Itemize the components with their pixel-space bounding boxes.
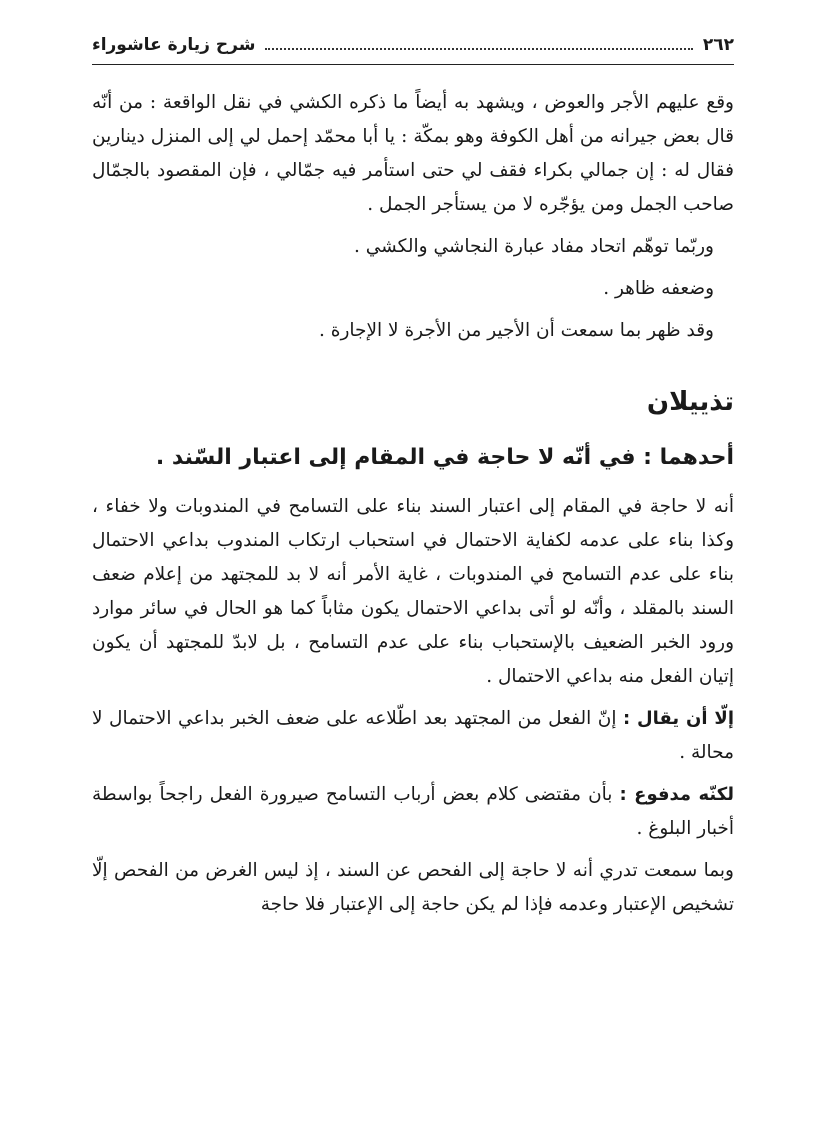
paragraph-4: وقد ظهر بما سمعت أن الأجير من الأجرة لا الإجارة . (318, 320, 714, 341)
running-header (92, 30, 734, 60)
header-leader-dots (265, 48, 692, 50)
paragraph-7-text: بأن مقتضى كلام بعض أرباب التسامح صيرورة الفعل راجحاً بواسطة أخبار البلوغ . (92, 784, 734, 839)
paragraph-1: وقع عليهم الأجر والعوض ، ويشهد به أيضاً ما ذكره الكشي في نقل الواقعة : من أنّه قال بعض جيرانه من أهل الكوفة وهو بمكّة : يا أبا محمّد إحمل لي إلى المنزل دينارين فقال له : إن جمالي بكراء فقف لي حتى استأمر فيه جمّالي ، فإن المقصود بالجمّال صاحب الجمل ومن يؤجّره لا من يستأجر الجمل . (92, 92, 734, 215)
paragraph-7-lead: لكنّه مدفوع : (619, 784, 734, 805)
book-page (92, 0, 734, 1136)
sub-heading: أحدهما : في أنّه لا حاجة في المقام إلى اعتبار السّند . (155, 445, 734, 470)
paragraph-8: وبما سمعت تدري أنه لا حاجة إلى الفحص عن السند ، إذ ليس الغرض من الفحص إلّا تشخيص الإعتبار وعدمه فإذا لم يكن حاجة إلى الإعتبار فلا حاجة (92, 860, 734, 915)
header-rule (92, 64, 734, 65)
running-title: شرح زيارة عاشوراء (92, 35, 256, 55)
paragraph-6-lead: إلّا أن يقال : (622, 708, 734, 729)
paragraph-6 (92, 702, 734, 770)
paragraph-2: وربّما توهّم اتحاد مفاد عبارة النجاشي والكشي . (353, 236, 714, 257)
page-number: ٢٦٢ (702, 35, 734, 55)
paragraph-6-text: إنّ الفعل من المجتهد بعد اطّلاعه على ضعف الخبر بداعي الاحتمال لا محالة . (92, 708, 734, 763)
section-heading: تذييلان (646, 387, 734, 417)
paragraph-5: أنه لا حاجة في المقام إلى اعتبار السند بناء على التسامح في المندوبات ولا خفاء ، وكذا بناء على عدمه لكفاية الاحتمال في استحباب ارتكاب المندوب بداعي الاحتمال بناء على عدم التسامح في المندوبات ، غاية الأمر أنه لا بد للمجتهد من إعلام ضعف السند بالمقلد ، وأنّه لو أتى بداعي الاحتمال يكون مثاباً كما هو الحال في سائر موارد ورود الخبر الضعيف بالإستحباب بناء على عدم التسامح ، بل لابدّ للمجتهد أن يكون إتيان الفعل منه بداعي الاحتمال . (92, 496, 734, 687)
page-body (92, 86, 734, 922)
paragraph-7 (92, 778, 734, 846)
paragraph-3: وضعفه ظاهر . (603, 278, 714, 299)
